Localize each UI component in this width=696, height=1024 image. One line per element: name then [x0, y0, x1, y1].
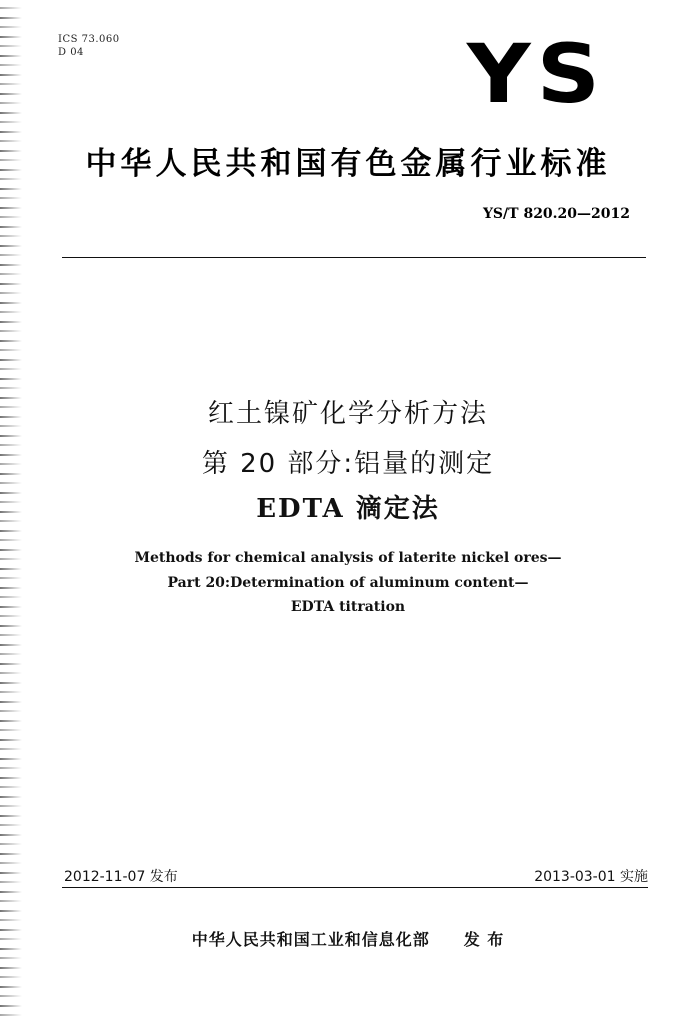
issuer-name: 中华人民共和国工业和信息化部 — [191, 930, 430, 949]
title-cn-line3: EDTA 滴定法 — [256, 494, 440, 524]
title-cn-line1: 红土镍矿化学分析方法 — [207, 399, 488, 429]
footer-divider — [62, 887, 648, 888]
header-divider — [62, 257, 646, 258]
title-en-line1: Methods for chemical analysis of laterite nickel ores— — [134, 550, 562, 566]
issue-date: 2012-11-07 发布 — [64, 869, 178, 885]
classification-code: D 04 — [58, 47, 84, 58]
title-en-line3: EDTA titration — [290, 599, 406, 615]
effective-date: 2013-03-01 实施 — [534, 869, 648, 885]
title-en-line2: Part 20:Determination of aluminum content— — [167, 575, 529, 591]
issuer — [0, 927, 696, 950]
standard-number: YS/T 820.20—2012 — [482, 206, 630, 222]
title-cn-line2: 第 20 部分:铝量的测定 — [201, 449, 495, 479]
org-title: 中华人民共和国有色金属行业标准 — [85, 146, 611, 182]
ys-logo: YS — [466, 26, 606, 122]
issuer-action: 发 布 — [463, 930, 505, 949]
ics-code: ICS 73.060 — [58, 34, 120, 45]
